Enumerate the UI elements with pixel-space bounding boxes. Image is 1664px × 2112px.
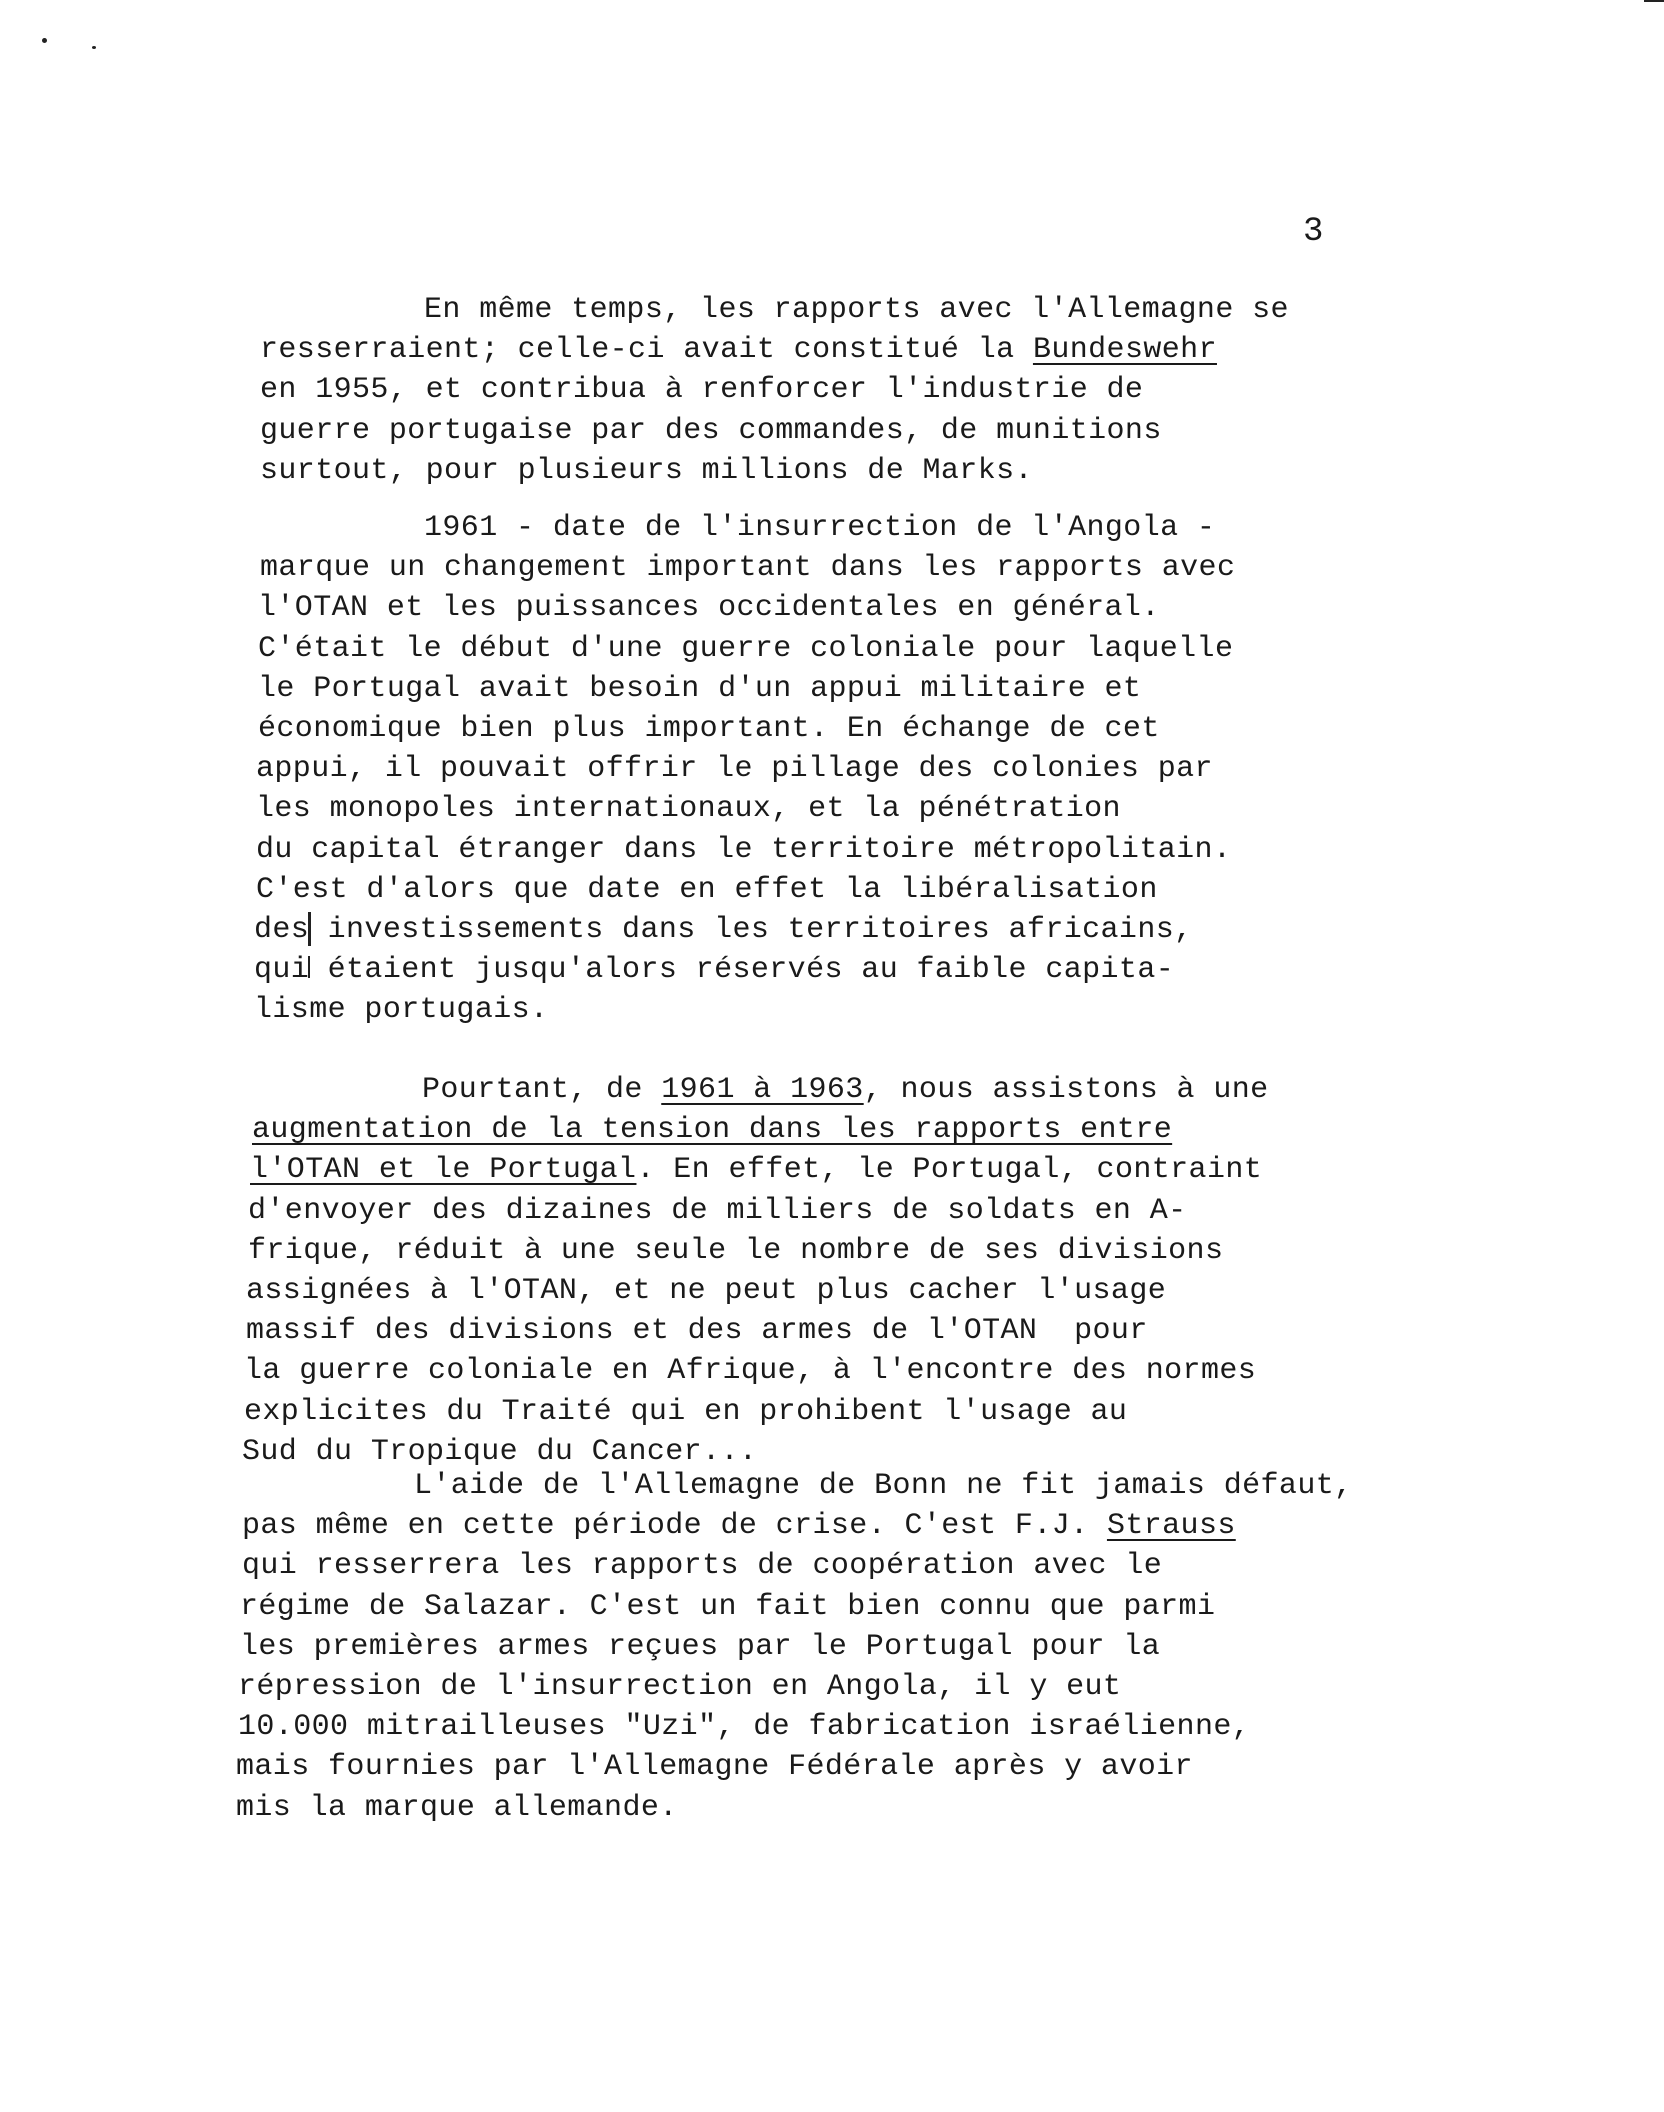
underlined-text: Strauss: [1106, 1509, 1236, 1544]
page-number: 3: [1303, 213, 1324, 251]
scan-corner-mark: [1644, 0, 1664, 8]
text-segment: qui étaient jusqu'alors réservés au faible capita-: [254, 953, 1175, 988]
text-segment: mis la marque allemande.: [236, 1790, 678, 1825]
text-line: [242, 1506, 1353, 1546]
text-line: [246, 1271, 1269, 1311]
text-segment: C'est d'alors que date en effet la libéralisation: [256, 872, 1158, 907]
text-line: [236, 1788, 1353, 1828]
text-segment: qui resserrera les rapports de coopération avec le: [242, 1549, 1163, 1584]
text-line: [256, 749, 1235, 789]
text-line: [424, 508, 1235, 548]
text-segment: 10.000 mitrailleuses "Uzi", de fabrication israélienne,: [238, 1710, 1251, 1745]
scan-speck: [92, 46, 96, 49]
text-segment: C'était le début d'une guerre coloniale pour laquelle: [258, 631, 1234, 666]
underlined-text: Bundeswehr: [1032, 333, 1217, 368]
text-line: [260, 548, 1235, 588]
text-segment: Sud du Tropique du Cancer...: [242, 1434, 758, 1469]
text-segment: économique bien plus important. En échange de cet: [258, 712, 1160, 747]
scan-speck: [42, 38, 47, 43]
text-line: [256, 789, 1235, 829]
text-line: [236, 1747, 1353, 1787]
text-segment: , nous assistons à une: [863, 1073, 1269, 1107]
text-line: [424, 290, 1289, 330]
text-line: [422, 1070, 1269, 1110]
text-segment: frique, réduit à une seule le nombre de ses divisions: [248, 1233, 1224, 1268]
text-segment: lisme portugais.: [254, 993, 549, 1028]
text-segment: répression de l'insurrection en Angola, il y eut: [238, 1670, 1122, 1705]
text-segment: resserraient; celle-ci avait constitué la: [260, 333, 1033, 368]
paragraph-3: [242, 1070, 1269, 1472]
text-line: [260, 330, 1289, 370]
text-segment: marque un changement important dans les rapports avec: [260, 551, 1236, 586]
text-segment: 1961 - date de l'insurrection de l'Angola -: [424, 511, 1216, 545]
text-segment: Pourtant, de: [422, 1073, 662, 1107]
text-segment: des investissements dans les territoires africains,: [254, 913, 1193, 948]
text-line: [256, 830, 1235, 870]
text-segment: . En effet, le Portugal, contraint: [636, 1153, 1263, 1188]
text-line: [260, 451, 1289, 491]
text-line: [246, 1311, 1269, 1351]
text-line: [260, 370, 1289, 410]
text-line: [256, 870, 1235, 910]
text-line: [252, 1110, 1269, 1150]
underlined-text: augmentation de la tension dans les rapports entre: [252, 1113, 1173, 1148]
text-line: [414, 1466, 1353, 1506]
text-segment: massif des divisions et des armes de l'OTAN pour: [246, 1314, 1148, 1349]
text-segment: guerre portugaise par des commandes, de munitions: [260, 413, 1162, 448]
text-segment: assignées à l'OTAN, et ne peut plus cacher l'usage: [246, 1274, 1167, 1309]
text-segment: appui, il pouvait offrir le pillage des colonies par: [256, 752, 1213, 787]
paragraph-4: [236, 1466, 1353, 1828]
text-line: [244, 1351, 1269, 1391]
text-segment: d'envoyer des dizaines de milliers de soldats en A-: [248, 1193, 1187, 1228]
text-line: [258, 629, 1235, 669]
underlined-text: 1961 à 1963: [661, 1073, 864, 1107]
underlined-text: l'OTAN et le Portugal: [250, 1153, 637, 1188]
text-line: [254, 910, 1235, 950]
text-line: [258, 669, 1235, 709]
text-line: [240, 1587, 1353, 1627]
text-line: [240, 1627, 1353, 1667]
text-line: [250, 1150, 1269, 1190]
text-line: [248, 1231, 1269, 1271]
text-line: [258, 709, 1235, 749]
text-segment: L'aide de l'Allemagne de Bonn ne fit jamais défaut,: [414, 1469, 1353, 1503]
text-line: [238, 1667, 1353, 1707]
text-line: [248, 1191, 1269, 1231]
text-segment: pas même en cette période de crise. C'est F.J.: [242, 1509, 1107, 1544]
text-line: [258, 588, 1235, 628]
text-segment: surtout, pour plusieurs millions de Marks.: [260, 453, 1033, 488]
text-segment: En même temps, les rapports avec l'Allemagne se: [424, 293, 1289, 327]
text-segment: explicites du Traité qui en prohibent l'usage au: [244, 1394, 1128, 1429]
text-segment: le Portugal avait besoin d'un appui militaire et: [258, 671, 1142, 706]
text-line: [254, 950, 1235, 990]
text-segment: régime de Salazar. C'est un fait bien connu que parmi: [240, 1589, 1216, 1624]
text-segment: la guerre coloniale en Afrique, à l'encontre des normes: [244, 1354, 1257, 1389]
text-line: [244, 1392, 1269, 1432]
text-line: [260, 411, 1289, 451]
paragraph-2: [254, 508, 1236, 1031]
text-segment: en 1955, et contribua à renforcer l'industrie de: [260, 373, 1144, 408]
text-segment: l'OTAN et les puissances occidentales en général.: [258, 591, 1160, 626]
text-line: [238, 1707, 1353, 1747]
text-segment: mais fournies par l'Allemagne Fédérale après y avoir: [236, 1750, 1193, 1785]
text-segment: les premières armes reçues par le Portugal pour la: [240, 1629, 1161, 1664]
text-line: [254, 990, 1235, 1030]
text-segment: les monopoles internationaux, et la pénétration: [256, 792, 1121, 827]
paragraph-1: [260, 290, 1289, 491]
text-segment: du capital étranger dans le territoire métropolitain.: [256, 832, 1232, 867]
text-line: [242, 1546, 1353, 1586]
